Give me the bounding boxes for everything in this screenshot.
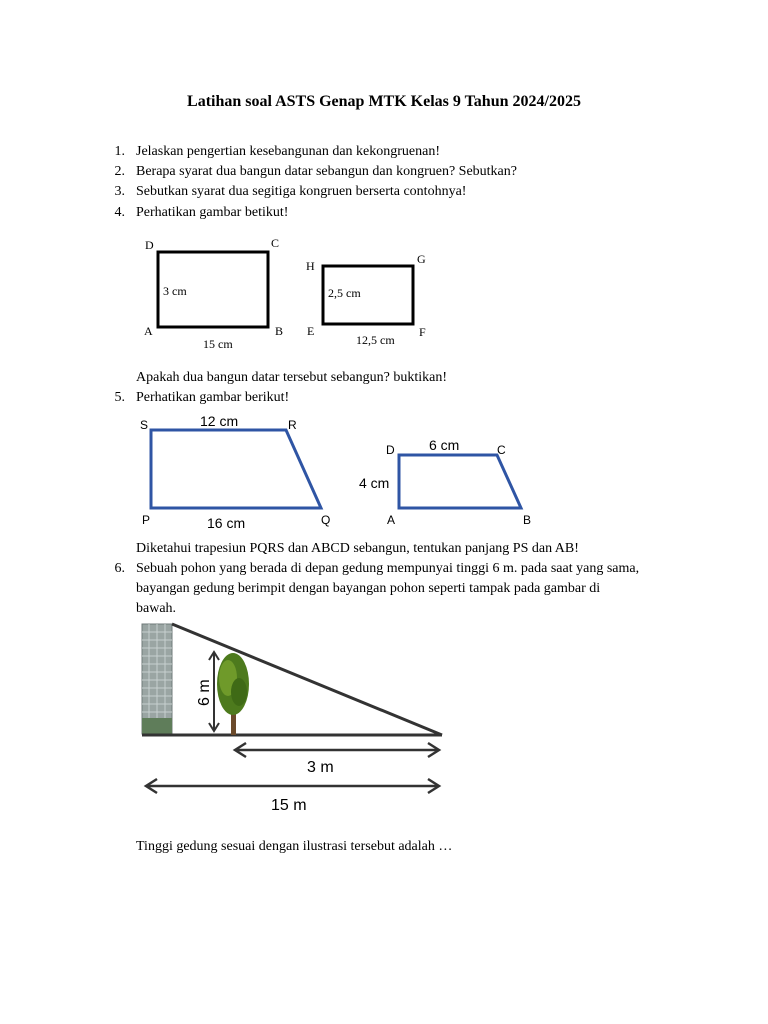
question-text: Sebutkan syarat dua segitiga kongruen berserta contohnya! xyxy=(136,184,467,199)
label-base-15cm: 15 cm xyxy=(203,337,233,351)
label-6m: 6 m xyxy=(196,679,213,706)
label-p: P xyxy=(142,513,151,527)
label-c: C xyxy=(497,443,506,457)
question-6-follow-up: Tinggi gedung sesuai dengan ilustrasi tersebut adalah … xyxy=(136,839,453,854)
question-5-follow-up: Diketahui trapesiun PQRS dan ABCD sebangun, tentukan panjang PS dan AB! xyxy=(136,541,579,556)
question-number: 4. xyxy=(114,205,125,220)
page-title: Latihan soal ASTS Genap MTK Kelas 9 Tahun 2024/2025 xyxy=(187,93,581,110)
label-side-4cm: 4 cm xyxy=(359,475,390,491)
label-b: B xyxy=(275,324,284,338)
question-number: 1. xyxy=(114,144,125,159)
question-text-line-3: bawah. xyxy=(136,601,177,616)
question-number: 3. xyxy=(114,184,125,199)
label-top-12cm: 12 cm xyxy=(200,413,239,429)
label-side-2-5cm: 2,5 cm xyxy=(328,286,361,300)
question-text-line-2: bayangan gedung berimpit dengan bayangan pohon seperti tampak pada gambar di xyxy=(136,581,601,596)
label-15m: 15 m xyxy=(271,797,307,814)
building-image xyxy=(142,624,172,734)
label-bottom-16cm: 16 cm xyxy=(207,515,246,531)
question-number: 5. xyxy=(114,390,125,405)
label-d: D xyxy=(145,238,154,252)
question-text: Perhatikan gambar berikut! xyxy=(136,390,290,405)
label-side-3cm: 3 cm xyxy=(163,284,187,298)
question-text: Perhatikan gambar betikut! xyxy=(136,205,289,220)
label-q: Q xyxy=(321,513,331,527)
label-g: G xyxy=(417,252,426,266)
question-4-follow-up: Apakah dua bangun datar tersebut sebangun? buktikan! xyxy=(136,370,448,385)
label-f: F xyxy=(419,325,426,339)
figure-building-tree-shadow xyxy=(136,620,448,825)
question-text: Jelaskan pengertian kesebangunan dan kekongruenan! xyxy=(136,144,440,159)
label-a: A xyxy=(387,513,396,527)
question-text-line-1: Sebuah pohon yang berada di depan gedung mempunyai tinggi 6 m. pada saat yang sama, xyxy=(136,561,640,576)
label-s: S xyxy=(140,418,149,432)
question-text: Berapa syarat dua bangun datar sebangun dan kongruen? Sebutkan? xyxy=(136,164,517,179)
label-c: C xyxy=(271,236,280,250)
label-h: H xyxy=(306,259,315,273)
question-number: 6. xyxy=(114,561,125,576)
question-number: 2. xyxy=(114,164,125,179)
label-3m: 3 m xyxy=(307,759,334,776)
label-a: A xyxy=(144,324,153,338)
label-b: B xyxy=(523,513,532,527)
label-base-12-5cm: 12,5 cm xyxy=(356,333,395,347)
figure-trapezoids xyxy=(136,408,546,536)
label-e: E xyxy=(307,324,315,338)
label-r: R xyxy=(288,418,297,432)
label-d: D xyxy=(386,443,395,457)
label-top-6cm: 6 cm xyxy=(429,437,460,453)
figure-rectangles xyxy=(136,224,440,356)
